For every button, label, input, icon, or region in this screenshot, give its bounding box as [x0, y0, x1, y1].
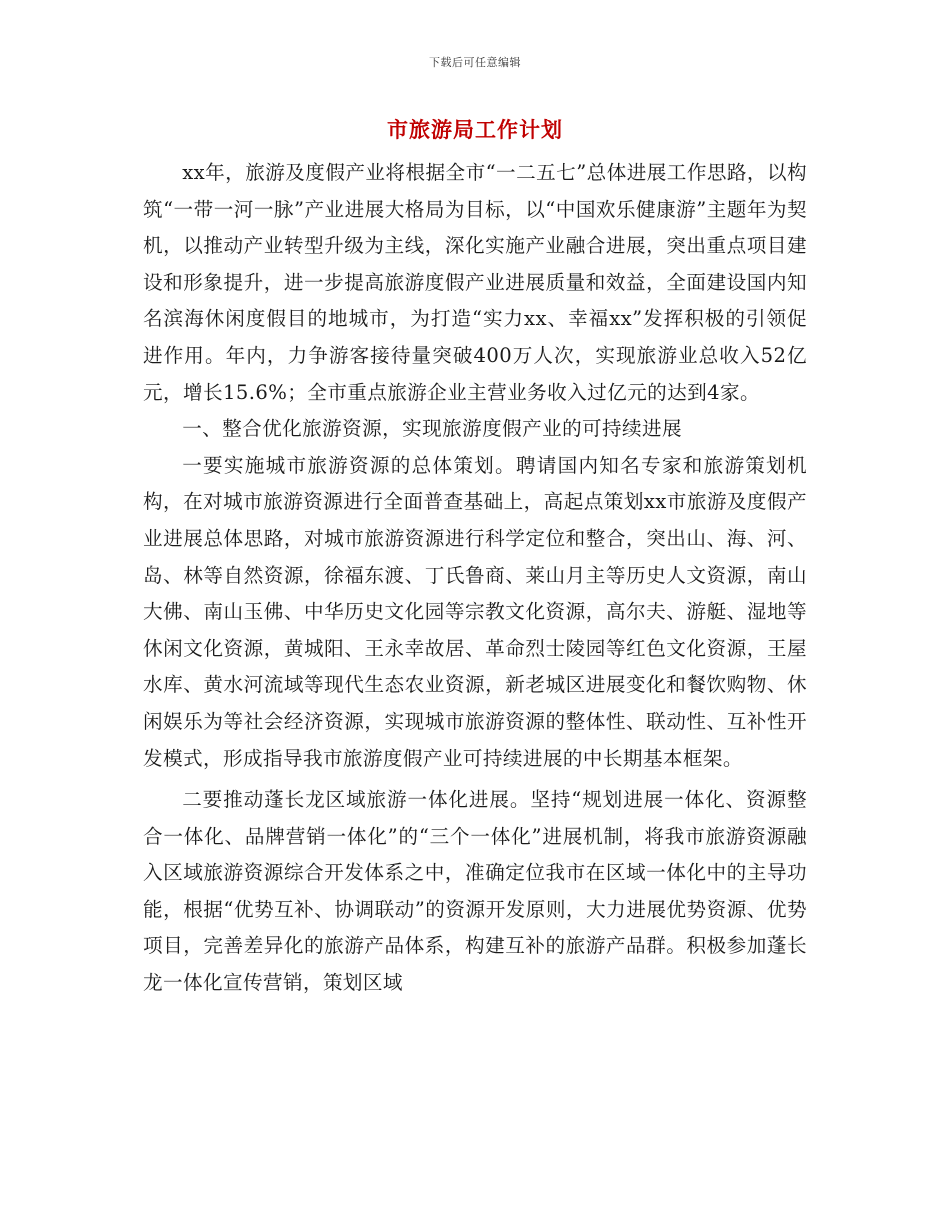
paragraph-item-2: 二要推动蓬长龙区域旅游一体化进展。坚持“规划进展一体化、资源整合一体化、品牌营销一体化”的“三个一体化”进展机制，将我市旅游资源融入区域旅游资源综合开发体系之中，准确定位我市在区域一体化中的主导功能，根据“优势互补、协调联动”的资源开发原则，大力进展优势资源、优势项目，完善差异化的旅游产品体系，构建互补的旅游产品群。积极参加蓬长龙一体化宣传营销，策划区域: [143, 788, 807, 995]
document-body: [143, 155, 807, 1002]
document-title: 市旅游局工作计划: [387, 117, 563, 142]
header-note: 下载后可任意编辑: [429, 56, 521, 69]
paragraph-item-1: 一要实施城市旅游资源的总体策划。聘请国内知名专家和旅游策划机构，在对城市旅游资源进行全面普查基础上，高起点策划xx市旅游及度假产业进展总体思路，对城市旅游资源进行科学定位和整合，突出山、海、河、岛、林等自然资源，徐福东渡、丁氏鲁商、莱山月主等历史人文资源，南山大佛、南山玉佛、中华历史文化园等宗教文化资源，高尔夫、游艇、湿地等休闲文化资源，黄城阳、王永幸故居、革命烈士陵园等红色文化资源，王屋水库、黄水河流域等现代生态农业资源，新老城区进展变化和餐饮购物、休闲娱乐为等社会经济资源，实现城市旅游资源的整体性、联动性、互补性开发模式，形成指导我市旅游度假产业可持续进展的中长期基本框架。: [143, 453, 807, 770]
section-heading-1: 一、整合优化旅游资源，实现旅游度假产业的可持续进展: [182, 417, 683, 441]
paragraph-intro: xx年，旅游及度假产业将根据全市“一二五七”总体进展工作思路，以构筑“一带一河一脉”产业进展大格局为目标，以“中国欢乐健康游”主题年为契机，以推动产业转型升级为主线，深化实施产业融合进展，突出重点项目建设和形象提升，进一步提高旅游度假产业进展质量和效益，全面建设国内知名滨海休闲度假目的地城市，为打造“实力xx、幸福xx”发挥积极的引领促进作用。年内，力争游客接待量突破400万人次，实现旅游业总收入52亿元，增长15.6%；全市重点旅游企业主营业务收入过亿元的达到4家。: [143, 161, 807, 404]
